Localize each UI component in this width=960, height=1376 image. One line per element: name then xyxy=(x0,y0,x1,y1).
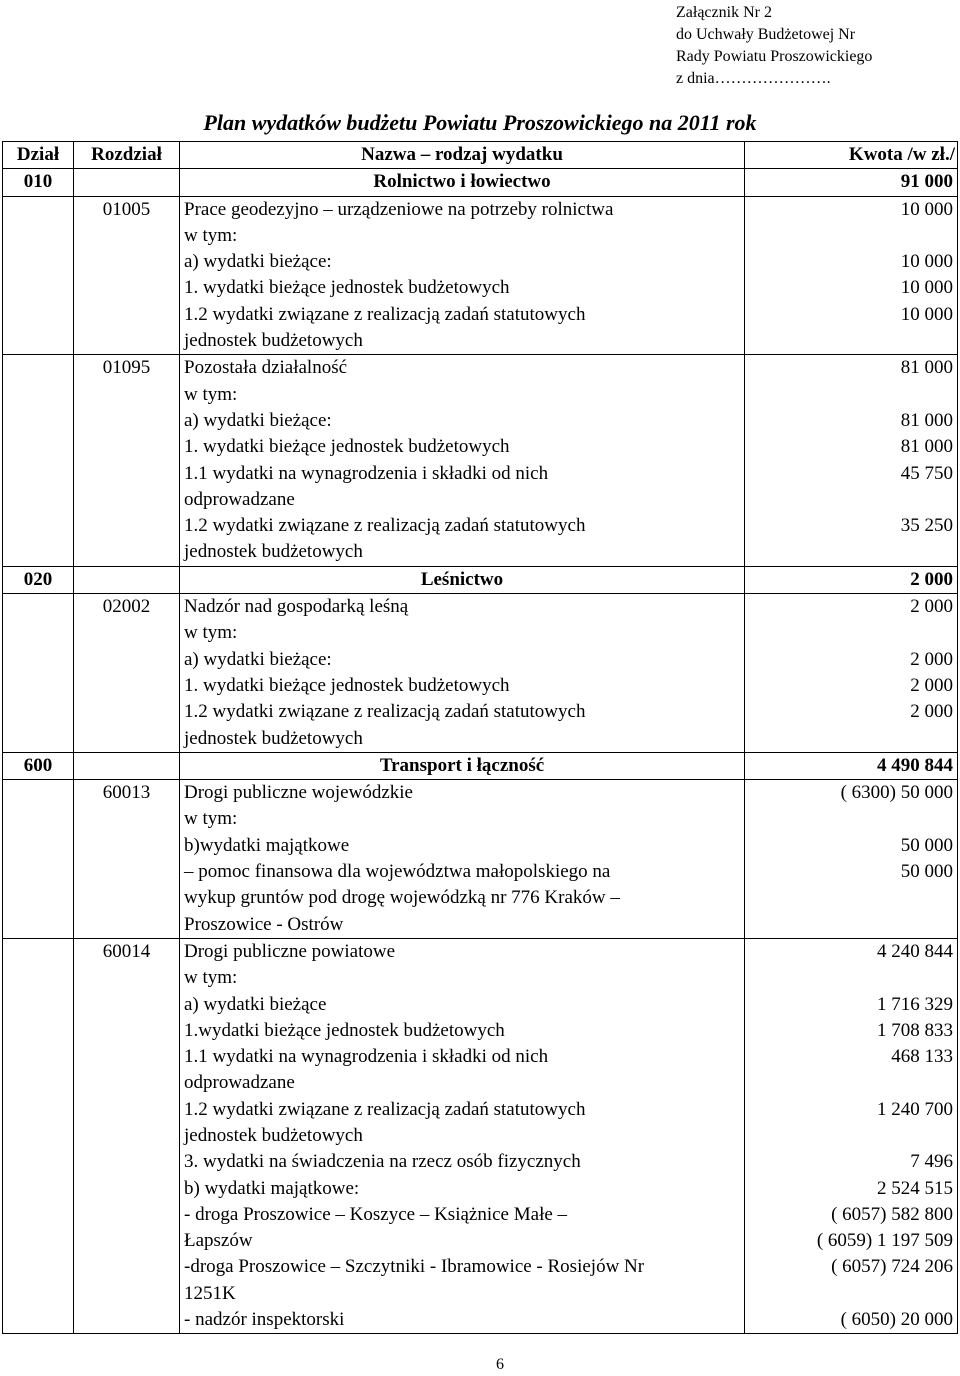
section-description xyxy=(180,938,745,1333)
amount-line: 81 000 xyxy=(900,357,953,379)
amount-line: 7 496 xyxy=(910,1151,953,1173)
description-line: a) wydatki bieżące: xyxy=(184,648,332,670)
description-line: 1.2 wydatki związane z realizacją zadań statutowych xyxy=(184,701,586,723)
header-dzial: Dział xyxy=(3,142,74,169)
table-row xyxy=(3,196,958,355)
amount-line: ( 6050) 20 000 xyxy=(840,1309,953,1331)
amount-line xyxy=(749,223,953,249)
amount-line: 10 000 xyxy=(900,277,953,299)
dept-amount: 2 000 xyxy=(745,566,958,593)
description-line: jednostek budżetowych xyxy=(184,541,363,563)
section-code: 01005 xyxy=(74,196,180,355)
table-header-row xyxy=(3,142,958,169)
amount-line: 35 250 xyxy=(900,515,953,537)
section-code: 60014 xyxy=(74,938,180,1333)
table-row xyxy=(3,355,958,566)
amount-line: 1 240 700 xyxy=(877,1098,953,1120)
amount-line: 2 000 xyxy=(910,648,953,670)
description-line: Łapszów xyxy=(184,1230,253,1252)
description-line: 1.1 wydatki na wynagrodzenia i składki od nich xyxy=(184,462,549,484)
amount-line: 2 000 xyxy=(910,674,953,696)
amount-line: 10 000 xyxy=(900,198,953,220)
empty-cell xyxy=(3,780,74,939)
table-row-dept-010 xyxy=(3,169,958,196)
description-line: 1. wydatki bieżące jednostek budżetowych xyxy=(184,277,510,299)
description-line: jednostek budżetowych xyxy=(184,330,363,352)
section-amounts xyxy=(745,780,958,939)
amount-line xyxy=(749,1281,953,1307)
amount-line: ( 6057) 582 800 xyxy=(831,1203,953,1225)
section-amounts xyxy=(745,938,958,1333)
description-line: - droga Proszowice – Koszyce – Książnice Małe – xyxy=(184,1203,568,1225)
section-code: 02002 xyxy=(74,594,180,753)
document-title: Plan wydatków budżetu Powiatu Proszowickiego na 2011 rok xyxy=(203,110,757,135)
description-line: 1.2 wydatki związane z realizacją zadań statutowych xyxy=(184,515,586,537)
amount-line: 4 240 844 xyxy=(877,940,953,962)
description-line: 1. wydatki bieżące jednostek budżetowych xyxy=(184,436,510,458)
amount-line: 1 716 329 xyxy=(877,993,953,1015)
section-amounts xyxy=(745,355,958,566)
dept-code: 010 xyxy=(3,169,74,196)
annex-line-2: do Uchwały Budżetowej Nr xyxy=(676,26,856,43)
amount-line: ( 6300) 50 000 xyxy=(840,782,953,804)
header-rozdzial: Rozdział xyxy=(74,142,180,169)
description-line: 1.1 wydatki na wynagrodzenia i składki od nich xyxy=(184,1046,549,1068)
amount-line xyxy=(749,885,953,911)
description-line: jednostek budżetowych xyxy=(184,727,363,749)
empty-cell xyxy=(3,938,74,1333)
amount-line xyxy=(749,1123,953,1149)
section-description xyxy=(180,196,745,355)
description-line: odprowadzane xyxy=(184,488,295,510)
budget-table xyxy=(2,141,958,1334)
amount-line: 81 000 xyxy=(900,436,953,458)
description-line: -droga Proszowice – Szczytniki - Ibramowice - Rosiejów Nr xyxy=(184,1256,645,1278)
table-row-dept-020 xyxy=(3,566,958,593)
description-line: Pozostała działalność xyxy=(184,357,348,379)
amount-line: 2 000 xyxy=(910,701,953,723)
table-row-dept-600 xyxy=(3,752,958,779)
dept-amount: 4 490 844 xyxy=(745,752,958,779)
description-line: w tym: xyxy=(184,808,238,830)
amount-line: 50 000 xyxy=(900,861,953,883)
dept-code: 020 xyxy=(3,566,74,593)
description-line: a) wydatki bieżące: xyxy=(184,409,332,431)
table-row xyxy=(3,780,958,939)
annex-line-3: Rady Powiatu Proszowickiego xyxy=(676,48,873,65)
amount-line xyxy=(749,965,953,991)
description-line: b)wydatki majątkowe xyxy=(184,834,350,856)
description-line: Prace geodezyjno – urządzeniowe na potrzeby rolnictwa xyxy=(184,198,614,220)
description-line: w tym: xyxy=(184,383,238,405)
section-amounts xyxy=(745,196,958,355)
amount-line xyxy=(749,382,953,408)
description-line: 1. wydatki bieżące jednostek budżetowych xyxy=(184,674,510,696)
amount-line: 50 000 xyxy=(900,834,953,856)
empty-cell xyxy=(74,752,180,779)
description-line: – pomoc finansowa dla województwa małopolskiego na xyxy=(184,861,611,883)
description-line: Drogi publiczne powiatowe xyxy=(184,940,396,962)
section-amounts xyxy=(745,594,958,753)
empty-cell xyxy=(3,355,74,566)
description-line: Nadzór nad gospodarką leśną xyxy=(184,596,409,618)
dept-name: Rolnictwo i łowiectwo xyxy=(180,169,745,196)
empty-cell xyxy=(3,196,74,355)
description-line: 3. wydatki na świadczenia na rzecz osób fizycznych xyxy=(184,1151,581,1173)
table-row xyxy=(3,594,958,753)
description-line: jednostek budżetowych xyxy=(184,1124,363,1146)
description-line: w tym: xyxy=(184,224,238,246)
amount-line: 2 524 515 xyxy=(877,1177,953,1199)
description-line: 1251K xyxy=(184,1282,236,1304)
amount-line: 45 750 xyxy=(900,462,953,484)
empty-cell xyxy=(74,169,180,196)
description-line: Proszowice - Ostrów xyxy=(184,913,344,935)
amount-line: 10 000 xyxy=(900,303,953,325)
amount-line: 10 000 xyxy=(900,251,953,273)
amount-line: ( 6059) 1 197 509 xyxy=(816,1230,953,1252)
description-line: w tym: xyxy=(184,967,238,989)
section-description xyxy=(180,355,745,566)
amount-line xyxy=(749,539,953,565)
amount-line: 468 133 xyxy=(891,1046,953,1068)
description-line: a) wydatki bieżące xyxy=(184,993,327,1015)
page-number: 6 xyxy=(496,1356,504,1373)
description-line: 1.2 wydatki związane z realizacją zadań statutowych xyxy=(184,303,586,325)
section-description xyxy=(180,594,745,753)
empty-cell xyxy=(74,566,180,593)
annex-line-1: Załącznik Nr 2 xyxy=(676,4,772,21)
empty-cell xyxy=(3,594,74,753)
dept-name: Transport i łączność xyxy=(180,752,745,779)
description-line: 1.wydatki bieżące jednostek budżetowych xyxy=(184,1019,505,1041)
amount-line: 1 708 833 xyxy=(877,1019,953,1041)
header-kwota: Kwota /w zł./ xyxy=(745,142,958,169)
section-description xyxy=(180,780,745,939)
description-line: odprowadzane xyxy=(184,1072,295,1094)
description-line: a) wydatki bieżące: xyxy=(184,251,332,273)
amount-line xyxy=(749,328,953,354)
description-line: Drogi publiczne wojewódzkie xyxy=(184,782,413,804)
section-code: 60013 xyxy=(74,780,180,939)
amount-line xyxy=(749,1070,953,1096)
section-code: 01095 xyxy=(74,355,180,566)
dept-amount: 91 000 xyxy=(745,169,958,196)
amount-line xyxy=(749,726,953,752)
amount-line xyxy=(749,912,953,938)
description-line: 1.2 wydatki związane z realizacją zadań statutowych xyxy=(184,1098,586,1120)
description-line: - nadzór inspektorski xyxy=(184,1309,345,1331)
amount-line xyxy=(749,487,953,513)
amount-line xyxy=(749,806,953,832)
annex-header xyxy=(676,2,872,90)
description-line: b) wydatki majątkowe: xyxy=(184,1177,360,1199)
amount-line: 81 000 xyxy=(900,409,953,431)
header-nazwa: Nazwa – rodzaj wydatku xyxy=(180,142,745,169)
amount-line: ( 6057) 724 206 xyxy=(831,1256,953,1278)
table-row xyxy=(3,938,958,1333)
annex-line-4: z dnia…………………. xyxy=(676,70,831,87)
dept-code: 600 xyxy=(3,752,74,779)
description-line: wykup gruntów pod drogę wojewódzką nr 776 Kraków – xyxy=(184,887,620,909)
amount-line xyxy=(749,620,953,646)
description-line: w tym: xyxy=(184,622,238,644)
amount-line: 2 000 xyxy=(910,596,953,618)
dept-name: Leśnictwo xyxy=(180,566,745,593)
